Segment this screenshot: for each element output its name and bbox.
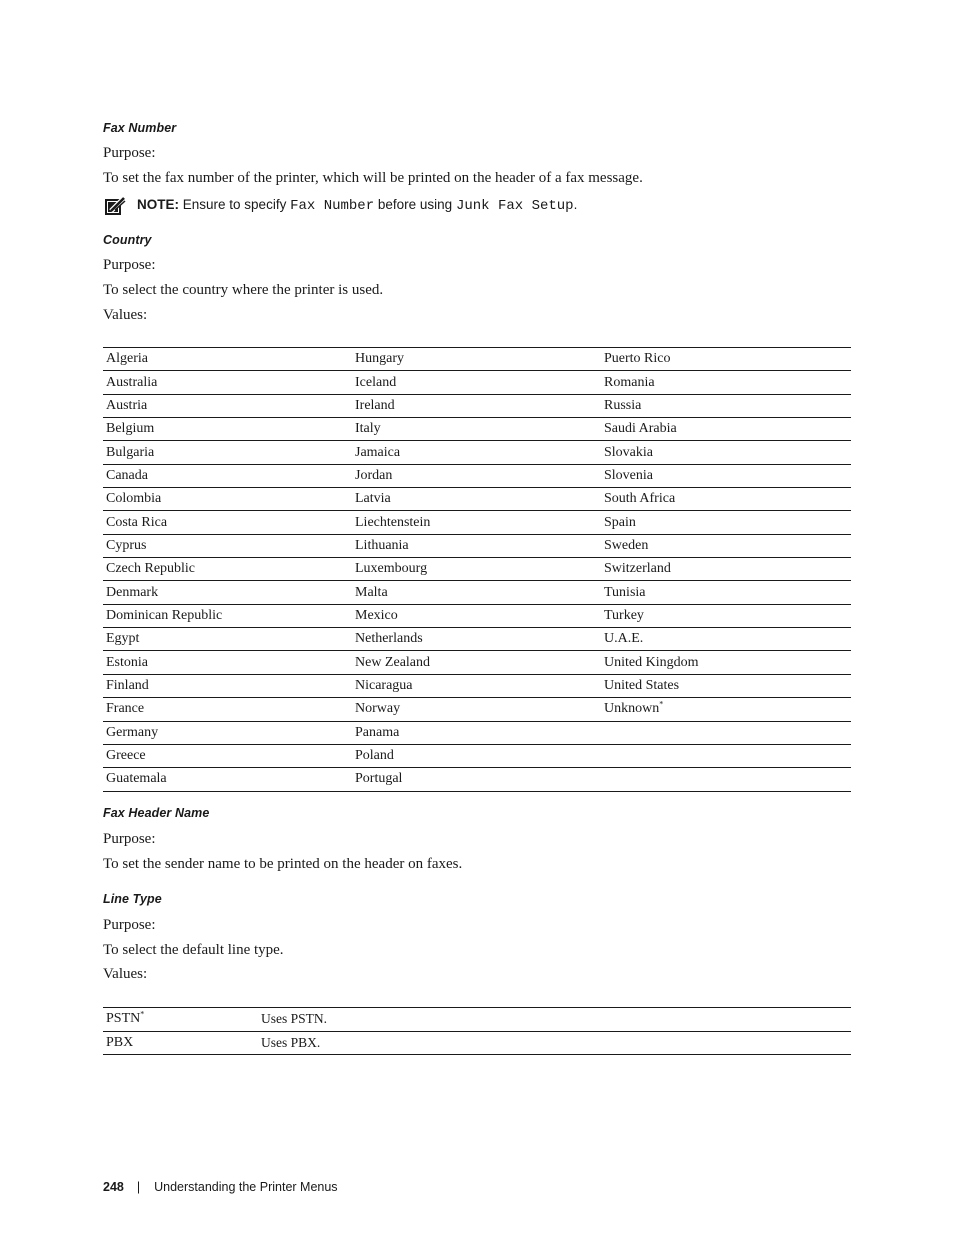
table-cell [103,581,352,604]
country-name: Switzerland [604,561,671,577]
line-type-purpose-label: Purpose: [103,917,156,933]
table-cell [103,534,352,557]
country-name: Nicaragua [355,677,413,693]
table-cell [352,698,601,721]
fax-header-name-purpose-label: Purpose: [103,831,156,847]
country-values-table [103,347,851,792]
country-name: Denmark [106,584,159,600]
line-type-key-cell [103,1008,258,1032]
country-name: Russia [604,397,642,413]
table-cell [352,511,601,534]
table-cell [601,394,851,417]
table-cell [601,441,851,464]
fax-number-purpose-label: Purpose: [103,145,156,161]
country-name: Netherlands [355,631,423,647]
table-row [103,488,851,511]
table-row [103,698,851,721]
table-cell [352,488,601,511]
line-type-description: Uses PSTN. [258,1008,851,1032]
country-name: Iceland [355,374,397,390]
country-name: U.A.E. [604,631,644,647]
table-cell [601,418,851,441]
table-row [103,721,851,744]
table-row [103,651,851,674]
country-name: Greece [106,748,146,764]
country-name: Saudi Arabia [604,421,677,437]
country-name: Egypt [106,631,140,647]
fax-number-heading: Fax Number [103,121,177,135]
country-name: Costa Rica [106,514,168,530]
country-name: Malta [355,584,388,600]
country-name: Poland [355,748,394,764]
note-label: NOTE: [137,197,179,212]
country-name: Hungary [355,351,404,367]
table-cell [601,348,851,371]
table-cell [352,394,601,417]
line-type-description: Uses PBX. [258,1031,851,1055]
table-cell [601,674,851,697]
country-name: Slovakia [604,444,653,460]
line-type-values-label: Values: [103,966,148,982]
table-row [103,371,851,394]
country-name: Slovenia [604,467,653,483]
country-name: Austria [106,397,148,413]
table-cell [103,464,352,487]
country-name: Cyprus [106,537,147,553]
table-cell [103,371,352,394]
line-type-key: PBX [106,1034,134,1050]
table-cell [103,558,352,581]
table-row [103,464,851,487]
note-text-end: . [573,197,578,212]
table-cell [352,464,601,487]
country-name: Luxembourg [355,561,428,577]
country-name: Sweden [604,537,649,553]
country-name: Belgium [106,421,155,437]
country-name: United States [604,677,680,693]
table-row [103,674,851,697]
table-row [103,511,851,534]
country-name: Puerto Rico [604,351,671,367]
table-row [103,558,851,581]
table-cell [601,511,851,534]
country-name: Spain [604,514,636,530]
table-cell [103,651,352,674]
note-code-fax-number: Fax Number [290,198,375,214]
table-cell [352,441,601,464]
table-row [103,1008,851,1032]
table-cell [352,534,601,557]
table-cell [601,581,851,604]
pencil-note-icon [105,196,127,216]
country-name: Lithuania [355,537,409,553]
table-cell [352,651,601,674]
table-cell [103,768,352,791]
table-cell [601,534,851,557]
country-name: France [106,701,145,717]
country-name: Mexico [355,607,398,623]
table-cell [352,604,601,627]
table-cell [103,511,352,534]
note-box [103,194,851,218]
table-cell [601,488,851,511]
note-code-junk-fax-setup: Junk Fax Setup [455,198,574,214]
country-name: Canada [106,467,148,483]
country-name: Algeria [106,351,148,367]
country-name: New Zealand [355,654,431,670]
country-name: Australia [106,374,158,390]
footer-title: Understanding the Printer Menus [154,1180,338,1194]
table-cell [352,371,601,394]
fax-header-name-purpose-text: To set the sender name to be printed on the header on faxes. [103,856,463,872]
line-type-purpose-text: To select the default line type. [103,942,284,958]
line-type-heading: Line Type [103,892,162,906]
table-cell [103,348,352,371]
table-cell [601,604,851,627]
country-name: Finland [106,677,149,693]
country-values-label: Values: [103,307,148,323]
table-cell [352,348,601,371]
country-name: Norway [355,701,401,717]
table-row [103,534,851,557]
table-cell [352,628,601,651]
table-row [103,628,851,651]
table-cell [601,698,851,721]
fax-number-purpose-text: To set the fax number of the printer, which will be printed on the header of a fax message. [103,170,643,186]
country-name: Guatemala [106,771,167,787]
table-row [103,348,851,371]
table-row [103,394,851,417]
country-name: Bulgaria [106,444,155,460]
table-cell [601,628,851,651]
page-number: 248 [103,1180,124,1194]
country-name: Germany [106,724,159,740]
table-cell [352,674,601,697]
country-name: Ireland [355,397,395,413]
country-name: United Kingdom [604,654,699,670]
table-cell [601,744,851,767]
line-type-key-cell [103,1031,258,1055]
table-cell [352,768,601,791]
table-cell [601,768,851,791]
table-cell [103,418,352,441]
country-name: Dominican Republic [106,607,223,623]
country-name: Jordan [355,467,393,483]
country-name: Portugal [355,771,403,787]
country-name: Turkey [604,607,644,623]
note-text [137,197,577,214]
country-name: Jamaica [355,444,401,460]
country-purpose-text: To select the country where the printer is used. [103,282,384,298]
table-cell [103,744,352,767]
country-name: Liechtenstein [355,514,431,530]
country-purpose-label: Purpose: [103,257,156,273]
table-row [103,744,851,767]
table-cell [601,558,851,581]
table-cell [103,604,352,627]
table-cell [103,698,352,721]
country-name: Latvia [355,491,391,507]
table-cell [103,488,352,511]
default-marker: * [140,1009,145,1019]
country-name: Romania [604,374,655,390]
table-cell [352,744,601,767]
table-cell [103,721,352,744]
country-name: Czech Republic [106,561,196,577]
country-name: Colombia [106,491,162,507]
country-heading: Country [103,233,152,247]
country-name: Unknown [604,701,660,717]
table-row [103,581,851,604]
table-row [103,418,851,441]
table-cell [352,558,601,581]
table-cell [103,441,352,464]
table-cell [103,674,352,697]
footer-separator: | [136,1180,141,1194]
table-cell [103,394,352,417]
table-row [103,1031,851,1055]
fax-header-name-heading: Fax Header Name [103,806,210,820]
note-text-middle: before using [377,197,453,212]
country-name: Estonia [106,654,148,670]
table-row [103,441,851,464]
line-type-key: PSTN [106,1011,141,1027]
table-cell [601,464,851,487]
table-cell [601,721,851,744]
country-name: Panama [355,724,400,740]
line-type-values-table [103,1007,851,1055]
table-row [103,604,851,627]
table-cell [352,581,601,604]
table-cell [601,651,851,674]
country-name: Tunisia [604,584,646,600]
note-text-before: Ensure to specify [182,197,287,212]
table-row [103,768,851,791]
table-cell [601,371,851,394]
page-footer [103,1180,338,1194]
country-name: South Africa [604,491,676,507]
table-cell [103,628,352,651]
table-cell [352,418,601,441]
table-cell [352,721,601,744]
country-name: Italy [355,421,381,437]
default-marker: * [659,699,664,709]
